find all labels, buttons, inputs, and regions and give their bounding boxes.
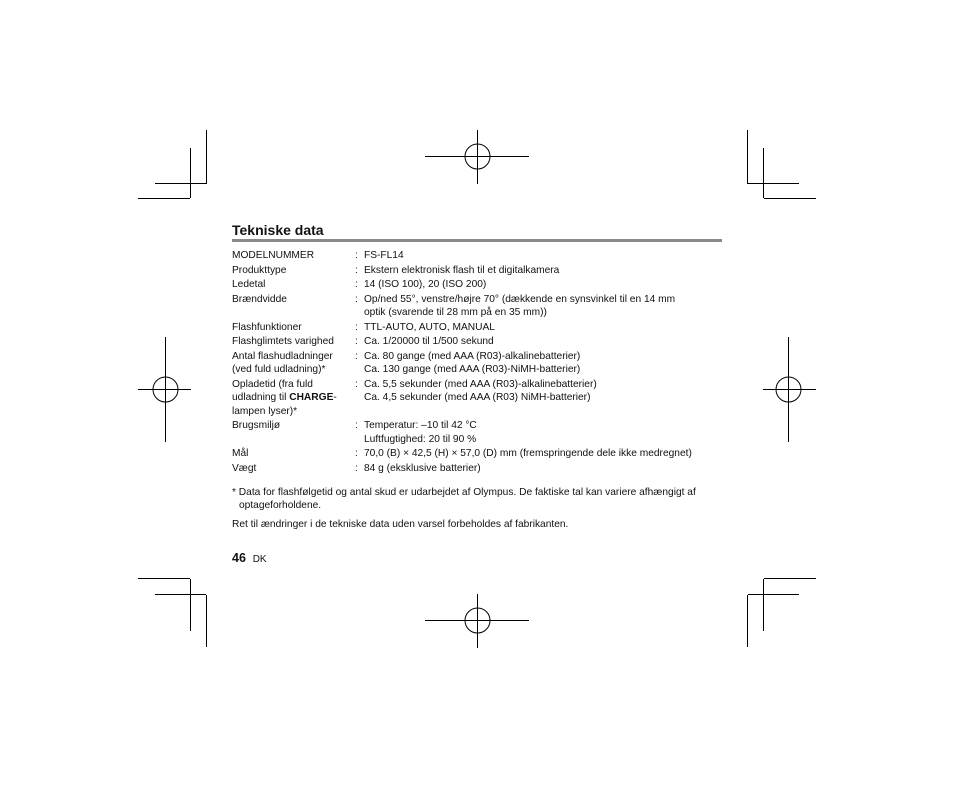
spec-label-text: udladning til	[232, 392, 290, 404]
spec-row	[232, 378, 692, 419]
spec-label-line	[232, 391, 355, 404]
page-number: 46	[232, 551, 246, 565]
spec-label-line: Antal flashudladninger	[232, 350, 333, 362]
spec-row	[232, 447, 692, 462]
spec-label	[232, 335, 355, 350]
spec-value-line: Ca. 80 gange (med AAA (R03)-alkalinebatterier)	[364, 350, 581, 362]
spec-label	[232, 462, 355, 477]
registration-mark-left	[138, 337, 191, 442]
spec-separator: :	[355, 250, 358, 261]
title-underline	[232, 239, 722, 242]
spec-table	[232, 249, 692, 477]
spec-value	[364, 447, 692, 462]
spec-value-line: Ca. 1/20000 til 1/500 sekund	[364, 336, 494, 348]
spec-value-line: 14 (ISO 100), 20 (ISO 200)	[364, 279, 487, 291]
spec-separator: :	[355, 336, 358, 348]
spec-row	[232, 249, 692, 264]
spec-label-line: (ved fuld udladning)*	[232, 364, 326, 376]
spec-row	[232, 264, 692, 279]
spec-label-line: Flashglimtets varighed	[232, 336, 334, 348]
spec-label-line: Ledetal	[232, 279, 266, 291]
spec-row	[232, 419, 692, 447]
spec-label	[232, 321, 355, 336]
spec-label-line: Brugsmiljø	[232, 420, 281, 432]
spec-value	[364, 293, 692, 321]
registration-mark-top	[425, 130, 529, 184]
spec-value-line: Op/ned 55°, venstre/højre 70° (dækkende en synsvinkel til en 14 mm	[364, 293, 676, 305]
spec-label	[232, 264, 355, 279]
spec-value-line: 84 g (eksklusive batterier)	[364, 462, 481, 474]
footnote: * Data for flashfølgetid og antal skud er udarbejdet af Olympus. De faktiske tal kan variere afhængigt af optageforholdene.	[232, 486, 696, 511]
charge-lamp-label: CHARGE	[289, 392, 334, 404]
spec-label	[232, 278, 355, 293]
spec-label	[232, 249, 355, 264]
page-title: Tekniske data	[232, 222, 324, 238]
spec-label-line: lampen lyser)*	[232, 405, 298, 417]
spec-value	[364, 462, 692, 477]
spec-value-line: Ca. 130 gange (med AAA (R03)-NiMH-batterier)	[364, 364, 581, 376]
spec-row	[232, 321, 692, 336]
spec-label-suffix: -	[333, 392, 337, 404]
spec-label-line: Vægt	[232, 462, 257, 474]
spec-label-line: Opladetid (fra fuld	[232, 378, 313, 390]
spec-value-line: Ca. 5,5 sekunder (med AAA (R03)-alkalinebatterier)	[364, 378, 597, 390]
spec-value	[364, 264, 692, 279]
spec-value-line: Ekstern elektronisk flash til et digitalkamera	[364, 264, 560, 276]
spec-label	[232, 293, 355, 321]
spec-value-line: optik (svarende til 28 mm på en 35 mm))	[364, 307, 547, 319]
spec-separator: :	[355, 293, 358, 305]
spec-value-line: Luftfugtighed: 20 til 90 %	[364, 433, 477, 445]
spec-value	[364, 249, 692, 264]
page-footer	[232, 551, 267, 565]
spec-value-line: 70,0 (B) × 42,5 (H) × 57,0 (D) mm (fremspringende dele ikke medregnet)	[364, 448, 692, 460]
spec-label-line: MODELNUMMER	[232, 250, 315, 261]
spec-value-line: Temperatur: –10 til 42 °C	[364, 420, 477, 432]
spec-separator: :	[355, 448, 358, 460]
spec-separator: :	[355, 378, 358, 390]
spec-separator: :	[355, 264, 358, 276]
language-code: DK	[252, 554, 267, 565]
spec-separator: :	[355, 462, 358, 474]
spec-row	[232, 350, 692, 378]
spec-separator: :	[355, 350, 358, 362]
spec-value	[364, 335, 692, 350]
spec-separator: :	[355, 420, 358, 432]
spec-row	[232, 278, 692, 293]
spec-value	[364, 350, 692, 378]
spec-value-line: Ca. 4,5 sekunder (med AAA (R03) NiMH-batterier)	[364, 392, 591, 404]
spec-value	[364, 321, 692, 336]
disclaimer: Ret til ændringer i de tekniske data uden varsel forbeholdes af fabrikanten.	[232, 519, 569, 531]
spec-row	[232, 335, 692, 350]
spec-value	[364, 378, 692, 419]
spec-label	[232, 350, 355, 378]
spec-row	[232, 293, 692, 321]
spec-value-line: TTL-AUTO, AUTO, MANUAL	[364, 321, 495, 333]
spec-value-line: FS-FL14	[364, 250, 404, 261]
spec-section	[232, 222, 722, 532]
spec-label	[232, 378, 355, 419]
spec-value	[364, 419, 692, 447]
spec-label-line: Flashfunktioner	[232, 321, 302, 333]
spec-row	[232, 462, 692, 477]
spec-separator: :	[355, 279, 358, 291]
spec-label-line: Mål	[232, 448, 249, 460]
registration-mark-bottom	[425, 594, 529, 648]
spec-label	[232, 419, 355, 447]
spec-label-line: Brændvidde	[232, 293, 287, 305]
spec-label	[232, 447, 355, 462]
spec-separator: :	[355, 321, 358, 333]
registration-mark-right	[763, 337, 816, 442]
spec-label-line: Produkttype	[232, 264, 287, 276]
spec-value	[364, 278, 692, 293]
